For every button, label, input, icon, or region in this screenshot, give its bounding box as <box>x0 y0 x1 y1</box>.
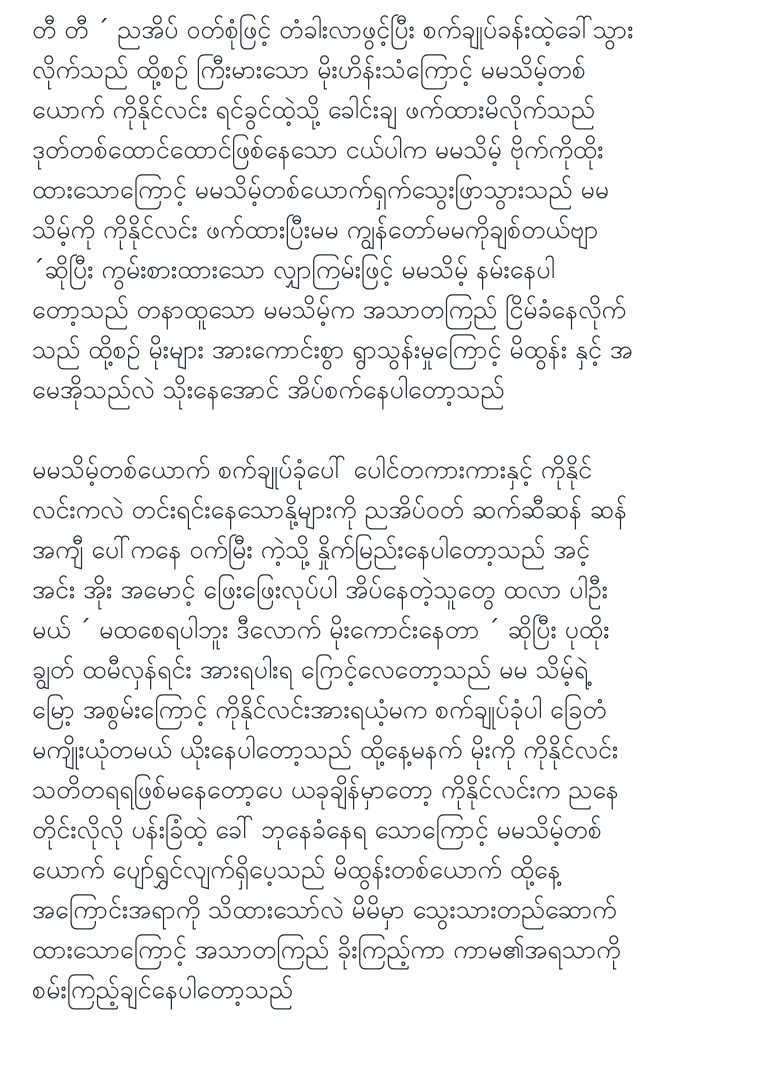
text-line: မယ် ´ မထစေရပါဘူး ဒီလောက် မိုးကောင်းနေတာ ´ ဆိုပြီး ပုထိုး <box>32 615 610 644</box>
text-line: ချွတ် ထမီလှန်ရင်း အားရပါးရ ဂြောင့်လေတော့သည် မမ သိမ့်ရဲ့ <box>32 655 589 684</box>
document-page <box>32 10 744 1010</box>
text-line: စမ်းကြည့်ချင်နေပါတော့သည် <box>32 975 294 1004</box>
text-line: မြော့ အစွမ်းကြောင့် ကိုနိုင်လင်းအားရယံ့မက စက်ချုပ်ခုံပါ ခြေတံ <box>32 695 607 724</box>
text-line: ထားသောကြောင့် မမသိမ့်တစ်ယောက်ရှက်သွေးဖြာသွားသည် မမ <box>32 175 610 204</box>
text-line: အကြောင်းအရာကို သိထားသော်လဲ မိမိမှာ သွေးသားတည်ဆောက် <box>32 895 617 924</box>
paragraph-1 <box>32 10 744 410</box>
text-line: ´ဆိုပြီး ကွမ်းစားထားသော လျှာကြမ်းဖြင့် မမသိမ့် နမ်းနေပါ <box>32 255 555 284</box>
text-line: သည် ထို့စဉ် မိုးများ အားကောင်းစွာ ရွာသွန်းမှုကြောင့် မိထွန်း နှင့် အ <box>32 335 633 364</box>
text-line: အင်း အိုး အမောင့် ဖြေးဖြေးလုပ်ပါ အိပ်နေတဲ့သူတွေ ထလာ ပါဦး <box>32 575 608 604</box>
text-line: မကျိုးယုံတမယ် ယိုးနေပါတော့သည် ထို့နေ့မနက် မိုးကို ကိုနိုင်လင်း <box>32 735 619 764</box>
text-line: သတိတရရဖြစ်မနေတော့ပေ ယခုချိန်မှာတော့ ကိုနိုင်လင်းက ညနေ <box>32 775 619 804</box>
text-line: ယောက် ပျော်ရွှင်လျက်ရှိပေ့သည် မိထွန်းတစ်ယောက် ထို့နေ့ <box>32 855 561 884</box>
text-line: လိုက်သည် ထို့စဉ် ကြီးမားသော မိုးဟိန်းသံကြောင့် မမသိမ့်တစ် <box>32 55 586 84</box>
text-line: လင်းကလဲ တင်းရင်းနေသောနို့များကို ညအိပ်ဝတ် ဆက်ဆီဆန် ဆန် <box>32 495 628 524</box>
text-line: ထားသောကြောင့် အသာတကြည် ခိုးကြည့်ကာ ကာမ၏အရသာကို <box>32 935 621 964</box>
text-line: မမသိမ့်တစ်ယောက် စက်ချုပ်ခုံပေါ် ပေါင်တကားကားနှင့် ကိုနိုင် <box>32 455 592 484</box>
paragraph-spacer <box>32 410 744 450</box>
text-line: တီ တီ ´ ညအိပ် ဝတ်စုံဖြင့် တံခါးလာဖွင့်ပြီး စက်ချုပ်ခန်းထဲ့ခေါ်သွား <box>32 15 634 44</box>
text-line: တိုင်းလိုလို ပန်းခြံထဲ့ ခေါ် ဘုနေခံနေရ သောကြောင့် မမသိမ့်တစ် <box>32 815 602 844</box>
text-line: တော့သည် တနာထူသော မမသိမ့်က အသာတကြည် ငြိမ်ခံနေလိုက် <box>32 295 626 324</box>
text-line: အကျီ ပေါ်ကနေ ဝက်မြီး ကဲ့သို့ နှိုက်မြည်းနေပါတော့သည် အင့် <box>32 535 590 564</box>
text-line: ယောက် ကိုနိုင်လင်း ရင်ခွင်ထဲ့သို့ ခေါင်းချ ဖက်ထားမိလိုက်သည် <box>32 95 596 124</box>
text-line: ဒုတ်တစ်ထောင်ထောင်ဖြစ်နေသော ငယ်ပါက မမသိမ့် ဗိုက်ကိုထိုး <box>32 135 604 164</box>
paragraph-2 <box>32 450 744 1010</box>
text-line: မေအိုသည်လဲ သိုးနေအောင် အိပ်စက်နေပါတော့သည် <box>32 375 505 404</box>
text-line: သိမ့်ကို ကိုနိုင်လင်း ဖက်ထားပြီးမမ ကျွန်တော်မမကိုချစ်တယ်ဗျာ <box>32 215 599 244</box>
